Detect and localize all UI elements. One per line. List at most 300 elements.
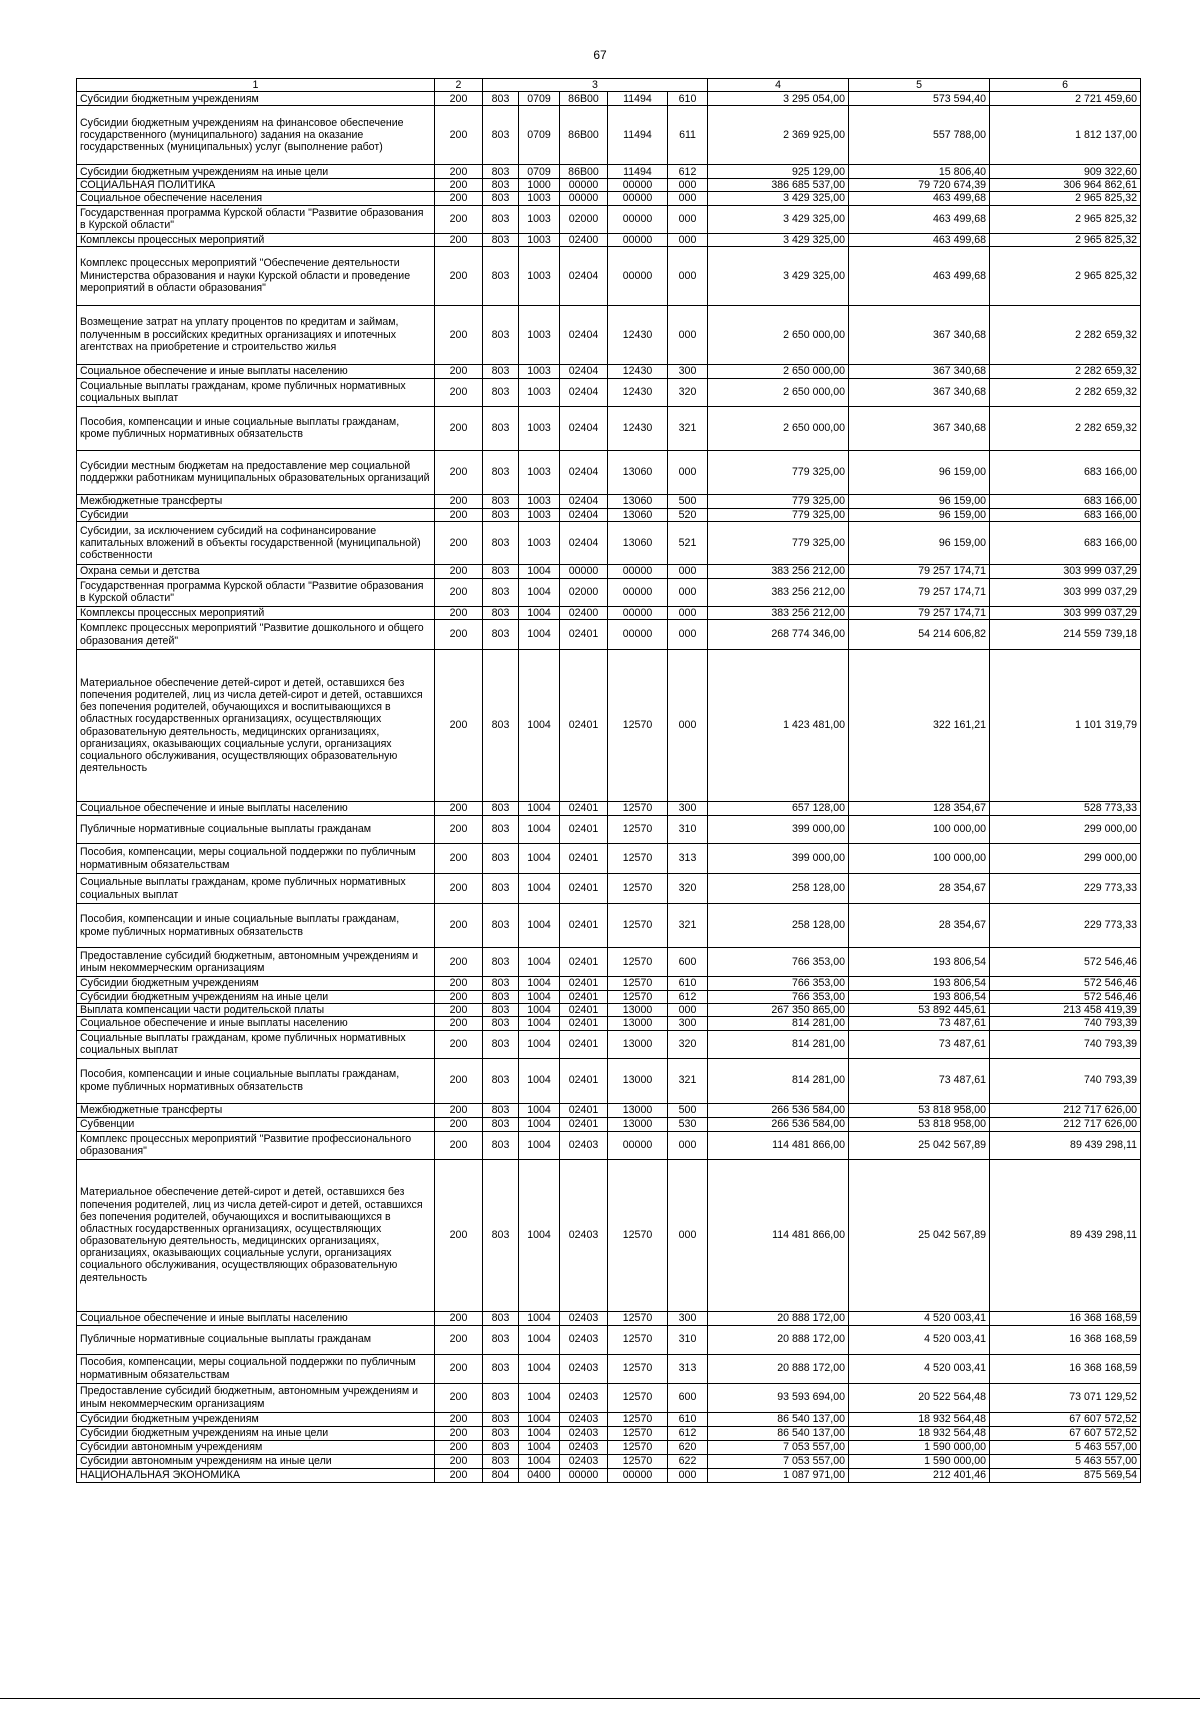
amount-cell-4: 114 481 866,00 bbox=[708, 1159, 849, 1311]
code-cell-1: 200 bbox=[435, 378, 483, 406]
code-cell-2: 803 bbox=[483, 874, 519, 904]
amount-cell-6: 572 546,46 bbox=[990, 991, 1141, 1004]
amount-cell-5: 28 354,67 bbox=[849, 874, 990, 904]
table-row bbox=[77, 450, 1141, 494]
table-row bbox=[77, 874, 1141, 904]
code-cell-3: 1003 bbox=[519, 508, 560, 521]
code-cell-1: 200 bbox=[435, 1468, 483, 1482]
code-cell-4: 02401 bbox=[560, 1004, 608, 1017]
code-cell-4: 02401 bbox=[560, 991, 608, 1004]
amount-cell-6: 73 071 129,52 bbox=[990, 1383, 1141, 1412]
code-cell-6: 610 bbox=[668, 1412, 708, 1426]
code-cell-4: 02401 bbox=[560, 802, 608, 816]
code-cell-3: 1004 bbox=[519, 802, 560, 816]
code-cell-3: 1004 bbox=[519, 1454, 560, 1468]
code-cell-1: 200 bbox=[435, 620, 483, 650]
row-name-cell: Предоставление субсидий бюджетным, автономным учреждениям и иным некоммерческим организациям bbox=[77, 948, 435, 977]
amount-cell-6: 89 439 298,11 bbox=[990, 1131, 1141, 1159]
code-cell-4: 02403 bbox=[560, 1311, 608, 1325]
code-cell-6: 620 bbox=[668, 1440, 708, 1454]
code-cell-1: 200 bbox=[435, 564, 483, 578]
row-name-cell: Субсидии бюджетным учреждениям на иные цели bbox=[77, 991, 435, 1004]
code-cell-6: 310 bbox=[668, 1325, 708, 1354]
code-cell-4: 86В00 bbox=[560, 165, 608, 179]
code-cell-6: 610 bbox=[668, 92, 708, 106]
amount-cell-5: 1 590 000,00 bbox=[849, 1454, 990, 1468]
row-name-cell: Субсидии бюджетным учреждениям bbox=[77, 92, 435, 106]
code-cell-1: 200 bbox=[435, 1117, 483, 1131]
row-name-cell: Пособия, компенсации, меры социальной поддержки по публичным нормативным обязательствам bbox=[77, 844, 435, 874]
code-cell-4: 02404 bbox=[560, 246, 608, 305]
code-cell-1: 200 bbox=[435, 406, 483, 450]
code-cell-2: 803 bbox=[483, 650, 519, 802]
table-row bbox=[77, 1354, 1141, 1383]
amount-cell-6: 212 717 626,00 bbox=[990, 1117, 1141, 1131]
table-row bbox=[77, 904, 1141, 948]
row-name-cell: Социальное обеспечение и иные выплаты населению bbox=[77, 364, 435, 378]
code-cell-5: 13060 bbox=[608, 521, 668, 564]
row-name-cell: Публичные нормативные социальные выплаты гражданам bbox=[77, 816, 435, 844]
amount-cell-6: 214 559 739,18 bbox=[990, 620, 1141, 650]
header-cell-6: 6 bbox=[990, 79, 1141, 92]
code-cell-1: 200 bbox=[435, 1354, 483, 1383]
amount-cell-4: 814 281,00 bbox=[708, 1030, 849, 1058]
amount-cell-4: 266 536 584,00 bbox=[708, 1103, 849, 1117]
code-cell-5: 13000 bbox=[608, 1004, 668, 1017]
row-name-cell: Субсидии автономным учреждениям bbox=[77, 1440, 435, 1454]
code-cell-3: 1003 bbox=[519, 378, 560, 406]
table-row bbox=[77, 1311, 1141, 1325]
code-cell-4: 02404 bbox=[560, 305, 608, 364]
code-cell-5: 13000 bbox=[608, 1017, 668, 1030]
code-cell-4: 02403 bbox=[560, 1440, 608, 1454]
amount-cell-5: 25 042 567,89 bbox=[849, 1159, 990, 1311]
amount-cell-4: 1 423 481,00 bbox=[708, 650, 849, 802]
code-cell-5: 12570 bbox=[608, 1325, 668, 1354]
amount-cell-4: 925 129,00 bbox=[708, 165, 849, 179]
code-cell-3: 0709 bbox=[519, 92, 560, 106]
code-cell-4: 00000 bbox=[560, 564, 608, 578]
amount-cell-5: 322 161,21 bbox=[849, 650, 990, 802]
amount-cell-4: 86 540 137,00 bbox=[708, 1426, 849, 1440]
code-cell-3: 0709 bbox=[519, 106, 560, 165]
code-cell-2: 803 bbox=[483, 450, 519, 494]
row-name-cell: Субсидии бюджетным учреждениям на иные цели bbox=[77, 1426, 435, 1440]
code-cell-3: 1004 bbox=[519, 904, 560, 948]
table-row bbox=[77, 620, 1141, 650]
code-cell-2: 803 bbox=[483, 948, 519, 977]
amount-cell-5: 4 520 003,41 bbox=[849, 1311, 990, 1325]
code-cell-3: 1004 bbox=[519, 1058, 560, 1103]
row-name-cell: Субсидии бюджетным учреждениям bbox=[77, 977, 435, 991]
table-row bbox=[77, 165, 1141, 179]
code-cell-3: 1004 bbox=[519, 1311, 560, 1325]
amount-cell-6: 5 463 557,00 bbox=[990, 1440, 1141, 1454]
code-cell-3: 1004 bbox=[519, 1117, 560, 1131]
amount-cell-4: 657 128,00 bbox=[708, 802, 849, 816]
code-cell-6: 000 bbox=[668, 192, 708, 205]
row-name-cell: Субсидии бюджетным учреждениям на финансовое обеспечение государственного (муниципального) задания на оказание государственных (муниципальных) услуг (выполнение работ) bbox=[77, 106, 435, 165]
code-cell-3: 1004 bbox=[519, 1383, 560, 1412]
code-cell-5: 13000 bbox=[608, 1030, 668, 1058]
code-cell-3: 1003 bbox=[519, 450, 560, 494]
code-cell-4: 02401 bbox=[560, 844, 608, 874]
amount-cell-4: 779 325,00 bbox=[708, 508, 849, 521]
code-cell-1: 200 bbox=[435, 844, 483, 874]
code-cell-6: 321 bbox=[668, 1058, 708, 1103]
code-cell-6: 320 bbox=[668, 378, 708, 406]
table-row bbox=[77, 1454, 1141, 1468]
row-name-cell: Социальные выплаты гражданам, кроме публичных нормативных социальных выплат bbox=[77, 874, 435, 904]
code-cell-3: 1003 bbox=[519, 246, 560, 305]
code-cell-6: 000 bbox=[668, 578, 708, 606]
code-cell-1: 200 bbox=[435, 1159, 483, 1311]
table-row bbox=[77, 578, 1141, 606]
amount-cell-5: 193 806,54 bbox=[849, 991, 990, 1004]
code-cell-6: 000 bbox=[668, 1468, 708, 1482]
amount-cell-6: 740 793,39 bbox=[990, 1017, 1141, 1030]
code-cell-4: 02404 bbox=[560, 494, 608, 508]
code-cell-6: 313 bbox=[668, 1354, 708, 1383]
code-cell-4: 02401 bbox=[560, 904, 608, 948]
table-body bbox=[77, 92, 1141, 1482]
code-cell-2: 803 bbox=[483, 521, 519, 564]
amount-cell-6: 2 965 825,32 bbox=[990, 246, 1141, 305]
code-cell-4: 02403 bbox=[560, 1354, 608, 1383]
code-cell-4: 02401 bbox=[560, 816, 608, 844]
amount-cell-4: 779 325,00 bbox=[708, 450, 849, 494]
header-cell-3: 3 bbox=[483, 79, 708, 92]
row-name-cell: Социальное обеспечение населения bbox=[77, 192, 435, 205]
page-number: 67 bbox=[593, 48, 607, 62]
code-cell-6: 612 bbox=[668, 991, 708, 1004]
code-cell-2: 803 bbox=[483, 1058, 519, 1103]
code-cell-3: 1004 bbox=[519, 620, 560, 650]
code-cell-6: 622 bbox=[668, 1454, 708, 1468]
row-name-cell: Комплекс процессных мероприятий "Развитие профессионального образования" bbox=[77, 1131, 435, 1159]
code-cell-3: 1003 bbox=[519, 521, 560, 564]
amount-cell-5: 20 522 564,48 bbox=[849, 1383, 990, 1412]
code-cell-6: 612 bbox=[668, 1426, 708, 1440]
page-bottom-rule bbox=[0, 1698, 1200, 1699]
table-row bbox=[77, 1383, 1141, 1412]
amount-cell-5: 463 499,68 bbox=[849, 233, 990, 246]
code-cell-6: 300 bbox=[668, 364, 708, 378]
code-cell-3: 1004 bbox=[519, 1159, 560, 1311]
code-cell-6: 520 bbox=[668, 508, 708, 521]
code-cell-6: 000 bbox=[668, 233, 708, 246]
code-cell-1: 200 bbox=[435, 1103, 483, 1117]
code-cell-1: 200 bbox=[435, 1325, 483, 1354]
table-row bbox=[77, 406, 1141, 450]
amount-cell-4: 3 429 325,00 bbox=[708, 205, 849, 233]
code-cell-3: 1004 bbox=[519, 1412, 560, 1426]
amount-cell-5: 1 590 000,00 bbox=[849, 1440, 990, 1454]
code-cell-1: 200 bbox=[435, 205, 483, 233]
row-name-cell: Комплекс процессных мероприятий "Обеспечение деятельности Министерства образования и науки Курской области и проведение мероприятий в области образования" bbox=[77, 246, 435, 305]
table-row bbox=[77, 977, 1141, 991]
code-cell-5: 12570 bbox=[608, 1383, 668, 1412]
table-row bbox=[77, 233, 1141, 246]
amount-cell-4: 93 593 694,00 bbox=[708, 1383, 849, 1412]
table-row bbox=[77, 192, 1141, 205]
code-cell-1: 200 bbox=[435, 92, 483, 106]
amount-cell-5: 73 487,61 bbox=[849, 1030, 990, 1058]
code-cell-2: 803 bbox=[483, 844, 519, 874]
table-row bbox=[77, 246, 1141, 305]
code-cell-2: 803 bbox=[483, 192, 519, 205]
code-cell-4: 02404 bbox=[560, 521, 608, 564]
amount-cell-4: 267 350 865,00 bbox=[708, 1004, 849, 1017]
amount-cell-5: 53 818 958,00 bbox=[849, 1103, 990, 1117]
amount-cell-5: 15 806,40 bbox=[849, 165, 990, 179]
code-cell-5: 12570 bbox=[608, 802, 668, 816]
amount-cell-4: 2 369 925,00 bbox=[708, 106, 849, 165]
code-cell-6: 000 bbox=[668, 246, 708, 305]
amount-cell-5: 463 499,68 bbox=[849, 205, 990, 233]
amount-cell-6: 303 999 037,29 bbox=[990, 564, 1141, 578]
row-name-cell: Субсидии бюджетным учреждениям на иные цели bbox=[77, 165, 435, 179]
code-cell-5: 00000 bbox=[608, 606, 668, 619]
amount-cell-4: 766 353,00 bbox=[708, 977, 849, 991]
amount-cell-4: 3 429 325,00 bbox=[708, 246, 849, 305]
amount-cell-5: 25 042 567,89 bbox=[849, 1131, 990, 1159]
code-cell-5: 00000 bbox=[608, 578, 668, 606]
amount-cell-5: 367 340,68 bbox=[849, 378, 990, 406]
code-cell-4: 86В00 bbox=[560, 92, 608, 106]
amount-cell-5: 367 340,68 bbox=[849, 364, 990, 378]
amount-cell-5: 463 499,68 bbox=[849, 192, 990, 205]
code-cell-5: 12430 bbox=[608, 305, 668, 364]
amount-cell-4: 7 053 557,00 bbox=[708, 1454, 849, 1468]
code-cell-5: 11494 bbox=[608, 92, 668, 106]
row-name-cell: Государственная программа Курской области "Развитие образования в Курской области" bbox=[77, 205, 435, 233]
code-cell-5: 12570 bbox=[608, 948, 668, 977]
code-cell-2: 803 bbox=[483, 977, 519, 991]
code-cell-2: 803 bbox=[483, 1131, 519, 1159]
code-cell-2: 804 bbox=[483, 1468, 519, 1482]
code-cell-5: 12430 bbox=[608, 378, 668, 406]
code-cell-3: 1004 bbox=[519, 650, 560, 802]
code-cell-2: 803 bbox=[483, 802, 519, 816]
row-name-cell: Предоставление субсидий бюджетным, автономным учреждениям и иным некоммерческим организациям bbox=[77, 1383, 435, 1412]
code-cell-2: 803 bbox=[483, 1311, 519, 1325]
amount-cell-4: 383 256 212,00 bbox=[708, 606, 849, 619]
code-cell-1: 200 bbox=[435, 1004, 483, 1017]
amount-cell-5: 100 000,00 bbox=[849, 844, 990, 874]
amount-cell-4: 383 256 212,00 bbox=[708, 578, 849, 606]
code-cell-6: 000 bbox=[668, 1004, 708, 1017]
code-cell-6: 310 bbox=[668, 816, 708, 844]
code-cell-6: 610 bbox=[668, 977, 708, 991]
table-row bbox=[77, 1058, 1141, 1103]
code-cell-4: 02000 bbox=[560, 205, 608, 233]
table-row bbox=[77, 1004, 1141, 1017]
row-name-cell: Возмещение затрат на уплату процентов по кредитам и займам, полученным в российских кредитных организациях и ипотечных агентствах на приобретение и строительство жилья bbox=[77, 305, 435, 364]
code-cell-5: 12570 bbox=[608, 1454, 668, 1468]
code-cell-6: 600 bbox=[668, 1383, 708, 1412]
code-cell-1: 200 bbox=[435, 1383, 483, 1412]
amount-cell-6: 740 793,39 bbox=[990, 1030, 1141, 1058]
code-cell-1: 200 bbox=[435, 1440, 483, 1454]
code-cell-1: 200 bbox=[435, 816, 483, 844]
code-cell-6: 000 bbox=[668, 450, 708, 494]
code-cell-1: 200 bbox=[435, 305, 483, 364]
code-cell-2: 803 bbox=[483, 1354, 519, 1383]
amount-cell-5: 193 806,54 bbox=[849, 977, 990, 991]
table-row bbox=[77, 92, 1141, 106]
amount-cell-5: 557 788,00 bbox=[849, 106, 990, 165]
amount-cell-4: 20 888 172,00 bbox=[708, 1325, 849, 1354]
amount-cell-5: 79 720 674,39 bbox=[849, 179, 990, 192]
amount-cell-6: 875 569,54 bbox=[990, 1468, 1141, 1482]
row-name-cell: Субвенции bbox=[77, 1117, 435, 1131]
table-row bbox=[77, 205, 1141, 233]
amount-cell-6: 212 717 626,00 bbox=[990, 1103, 1141, 1117]
amount-cell-5: 4 520 003,41 bbox=[849, 1354, 990, 1383]
row-name-cell: Пособия, компенсации и иные социальные выплаты гражданам, кроме публичных нормативных обязательств bbox=[77, 1058, 435, 1103]
code-cell-2: 803 bbox=[483, 205, 519, 233]
amount-cell-6: 2 282 659,32 bbox=[990, 378, 1141, 406]
amount-cell-5: 18 932 564,48 bbox=[849, 1412, 990, 1426]
amount-cell-6: 683 166,00 bbox=[990, 521, 1141, 564]
code-cell-3: 1004 bbox=[519, 578, 560, 606]
code-cell-5: 12570 bbox=[608, 874, 668, 904]
amount-cell-5: 193 806,54 bbox=[849, 948, 990, 977]
code-cell-3: 1003 bbox=[519, 305, 560, 364]
row-name-cell: Субсидии автономным учреждениям на иные цели bbox=[77, 1454, 435, 1468]
table-row bbox=[77, 305, 1141, 364]
amount-cell-4: 7 053 557,00 bbox=[708, 1440, 849, 1454]
code-cell-1: 200 bbox=[435, 450, 483, 494]
amount-cell-4: 2 650 000,00 bbox=[708, 364, 849, 378]
code-cell-6: 000 bbox=[668, 205, 708, 233]
table-row bbox=[77, 816, 1141, 844]
amount-cell-5: 96 159,00 bbox=[849, 521, 990, 564]
row-name-cell: Материальное обеспечение детей-сирот и детей, оставшихся без попечения родителей, лиц из числа детей-сирот и детей, оставшихся без попечения родителей, обучающихся и воспитывающихся в областных государственных организациях, осуществляющих образовательную деятельность, медицинских организациях, организациях, оказывающих социальные услуги, организациях социального обслуживания, осуществляющих образовательную деятельность bbox=[77, 650, 435, 802]
code-cell-2: 803 bbox=[483, 1440, 519, 1454]
code-cell-3: 1004 bbox=[519, 1131, 560, 1159]
code-cell-3: 1004 bbox=[519, 874, 560, 904]
amount-cell-4: 20 888 172,00 bbox=[708, 1354, 849, 1383]
amount-cell-5: 4 520 003,41 bbox=[849, 1325, 990, 1354]
row-name-cell: Пособия, компенсации, меры социальной поддержки по публичным нормативным обязательствам bbox=[77, 1354, 435, 1383]
code-cell-3: 0400 bbox=[519, 1468, 560, 1482]
code-cell-4: 02400 bbox=[560, 606, 608, 619]
code-cell-4: 02403 bbox=[560, 1383, 608, 1412]
code-cell-1: 200 bbox=[435, 802, 483, 816]
code-cell-1: 200 bbox=[435, 606, 483, 619]
amount-cell-6: 67 607 572,52 bbox=[990, 1412, 1141, 1426]
code-cell-2: 803 bbox=[483, 816, 519, 844]
code-cell-6: 000 bbox=[668, 606, 708, 619]
amount-cell-5: 96 159,00 bbox=[849, 494, 990, 508]
code-cell-6: 000 bbox=[668, 564, 708, 578]
amount-cell-5: 367 340,68 bbox=[849, 305, 990, 364]
table-row bbox=[77, 1468, 1141, 1482]
amount-cell-4: 383 256 212,00 bbox=[708, 564, 849, 578]
amount-cell-4: 814 281,00 bbox=[708, 1058, 849, 1103]
amount-cell-4: 266 536 584,00 bbox=[708, 1117, 849, 1131]
code-cell-1: 200 bbox=[435, 165, 483, 179]
code-cell-4: 02404 bbox=[560, 508, 608, 521]
code-cell-3: 1004 bbox=[519, 844, 560, 874]
row-name-cell: Комплексы процессных мероприятий bbox=[77, 606, 435, 619]
code-cell-1: 200 bbox=[435, 1412, 483, 1426]
code-cell-3: 1004 bbox=[519, 991, 560, 1004]
row-name-cell: Пособия, компенсации и иные социальные выплаты гражданам, кроме публичных нормативных обязательств bbox=[77, 406, 435, 450]
code-cell-2: 803 bbox=[483, 904, 519, 948]
code-cell-5: 12570 bbox=[608, 1440, 668, 1454]
table-row bbox=[77, 650, 1141, 802]
code-cell-4: 02401 bbox=[560, 650, 608, 802]
amount-cell-4: 268 774 346,00 bbox=[708, 620, 849, 650]
code-cell-4: 02401 bbox=[560, 1017, 608, 1030]
code-cell-4: 02401 bbox=[560, 874, 608, 904]
amount-cell-4: 779 325,00 bbox=[708, 494, 849, 508]
code-cell-1: 200 bbox=[435, 1030, 483, 1058]
code-cell-2: 803 bbox=[483, 406, 519, 450]
code-cell-5: 13060 bbox=[608, 494, 668, 508]
amount-cell-6: 1 812 137,00 bbox=[990, 106, 1141, 165]
row-name-cell: НАЦИОНАЛЬНАЯ ЭКОНОМИКА bbox=[77, 1468, 435, 1482]
table-row bbox=[77, 1030, 1141, 1058]
table-row bbox=[77, 1325, 1141, 1354]
row-name-cell: Социальные выплаты гражданам, кроме публичных нормативных социальных выплат bbox=[77, 378, 435, 406]
code-cell-5: 12570 bbox=[608, 1412, 668, 1426]
code-cell-2: 803 bbox=[483, 1117, 519, 1131]
code-cell-3: 1004 bbox=[519, 1030, 560, 1058]
code-cell-1: 200 bbox=[435, 521, 483, 564]
amount-cell-4: 399 000,00 bbox=[708, 816, 849, 844]
table-row bbox=[77, 1017, 1141, 1030]
code-cell-5: 00000 bbox=[608, 564, 668, 578]
code-cell-3: 1003 bbox=[519, 406, 560, 450]
amount-cell-6: 1 101 319,79 bbox=[990, 650, 1141, 802]
code-cell-4: 02404 bbox=[560, 450, 608, 494]
code-cell-1: 200 bbox=[435, 874, 483, 904]
code-cell-4: 02404 bbox=[560, 406, 608, 450]
amount-cell-4: 2 650 000,00 bbox=[708, 378, 849, 406]
code-cell-2: 803 bbox=[483, 165, 519, 179]
code-cell-6: 000 bbox=[668, 1131, 708, 1159]
code-cell-6: 000 bbox=[668, 650, 708, 802]
amount-cell-6: 2 282 659,32 bbox=[990, 364, 1141, 378]
table-row bbox=[77, 1159, 1141, 1311]
amount-cell-5: 79 257 174,71 bbox=[849, 578, 990, 606]
code-cell-6: 500 bbox=[668, 494, 708, 508]
amount-cell-5: 100 000,00 bbox=[849, 816, 990, 844]
amount-cell-6: 5 463 557,00 bbox=[990, 1454, 1141, 1468]
code-cell-2: 803 bbox=[483, 508, 519, 521]
table-row bbox=[77, 991, 1141, 1004]
code-cell-1: 200 bbox=[435, 650, 483, 802]
table-row bbox=[77, 606, 1141, 619]
code-cell-1: 200 bbox=[435, 508, 483, 521]
amount-cell-6: 229 773,33 bbox=[990, 904, 1141, 948]
amount-cell-4: 3 429 325,00 bbox=[708, 233, 849, 246]
header-cell-2: 2 bbox=[435, 79, 483, 92]
code-cell-6: 000 bbox=[668, 305, 708, 364]
code-cell-5: 13060 bbox=[608, 450, 668, 494]
code-cell-4: 02000 bbox=[560, 578, 608, 606]
code-cell-6: 000 bbox=[668, 179, 708, 192]
code-cell-4: 02403 bbox=[560, 1454, 608, 1468]
amount-cell-5: 18 932 564,48 bbox=[849, 1426, 990, 1440]
amount-cell-6: 572 546,46 bbox=[990, 948, 1141, 977]
code-cell-5: 12570 bbox=[608, 1354, 668, 1383]
code-cell-3: 1003 bbox=[519, 364, 560, 378]
